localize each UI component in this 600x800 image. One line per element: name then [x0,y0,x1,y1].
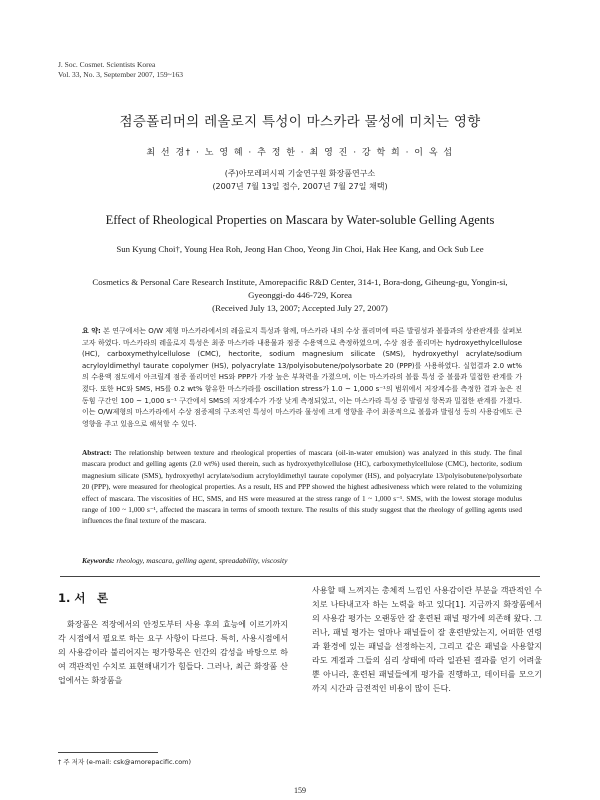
page-number: 159 [294,786,306,795]
korean-title: 점증폴리머의 레올로지 특성이 마스카라 물성에 미치는 영향 [119,114,481,130]
korean-authors: 최 선 경† · 노 영 혜 · 추 정 한 · 최 영 진 · 강 학 희 · 이 옥 섭 [146,148,454,158]
introduction-paragraph: 화장품은 적장에서의 안정도부터 사용 후의 효능에 이르기까지 각 시점에서 필요로 하는 요구 사항이 다르다. 특히, 사용시점에서의 사용감이라 불리어지는 평가항목은 인간의 감성을 바탕으로 하여 객관적인 수치로 표현해내기가 힘들다. 그러나, 최근 화장품 산업에서는 화장품을 [58,620,288,685]
english-title: Effect of Rheological Properties on Mascara by Water-soluble Gelling Agents [105,213,495,227]
corresponding-author-footnote: † 주 저자 (e-mail: csk@amorepacific.com) [58,758,192,766]
english-affiliation-line2: Gyeonggi-do 446-729, Korea [248,290,352,300]
english-received-date: (Received July 13, 2007; Accepted July 27, 2007) [212,303,388,313]
english-abstract [82,447,522,527]
keywords-label: Keywords: [82,556,115,565]
section-divider [60,576,540,577]
korean-affiliation [0,167,600,193]
section-heading-introduction: 1. 서 론 [58,591,109,605]
english-affiliation-line1: Cosmetics & Personal Care Research Institute, Amorepacific R&D Center, 314-1, Bora-dong, Giheung-gu, Yongin-si, [92,277,508,287]
left-column [58,590,288,688]
english-affiliation [50,276,550,315]
journal-header [58,60,183,80]
right-column [312,584,542,696]
korean-affiliation-institute: (주)아모레퍼시픽 기술연구원 화장품연구소 [224,169,376,178]
journal-volume: Vol. 33, No. 3, September 2007, 159~163 [58,70,183,79]
korean-abstract-label: 요 약: [82,327,101,335]
footnote-divider [58,752,158,753]
right-column-paragraph: 사용할 때 느껴지는 총체적 느낌인 사용감이란 부분을 객관적인 수치로 나타내고자 하는 노력을 하고 있다[1]. 지금까지 화장품에서의 사용감 평가는 오랜동안 잘 훈련된 패널 평가에 의존해 왔다. 그러나, 패널 평가는 얼마나 패널들이 잘 훈련받았는지, 어떠한 연령과 환경에 있는 패널을 선정하는지, 그리고 같은 패널을 사용할지라도 계절과 그들의 심리 상태에 따라 일관된 결과를 얻기 어려울 뿐 아니라, 훈련된 패널들에게 평가를 진행하고, 데이터를 모으기까지 시간과 금전적인 비용이 많이 든다. [312,586,542,693]
english-authors: Sun Kyung Choi†, Young Hea Roh, Jeong Han Choo, Yeong Jin Choi, Hak Hee Kang, and Ock Sub Lee [116,244,484,254]
korean-received-date: (2007년 7월 13일 접수, 2007년 7월 27일 채택) [212,182,388,191]
korean-abstract-text: 본 연구에서는 O/W 제형 마스카라에서의 레올로지 특성과 함께, 마스카라 내의 수상 폴리머에 따른 발림성과 볼륨과의 상관관계를 살펴보고자 하였다. 마스카라의 레올로지 특성은 최종 마스카라 내용물과 점증 수용액으로 측정하였으며, 수상 점증 폴리머는 hydroxyethylcellulose (HC), carboxymethylcellulose (CMC), hectorite, sodium magnesium silicate (SMS), hydroxyethyl acrylate/sodium acryloyldimethyl taurate copolymer (HS), polyacrylate 13/polyisobutene/polysorbate 20 (PPP)를 사용하였다. 실험결과 2.0 wt%의 수용액 점도에서 아크릴계 점증 폴리머인 HS와 PPP가 가장 높은 부착력을 가졌으며, 이는 마스카라의 볼륨 특성 중 볼륨과 밀접한 관계를 가졌다. 또한 HC와 SMS, HS를 0.2 wt% 함유한 마스카라를 oscillation stress가 1.0 ~ 1,000 s⁻¹의 범위에서 저장계수를 측정한 결과 높은 진동힘 구간인 100 ~ 1,000 s⁻¹ 구간에서 SMS의 저장계수가 가장 낮게 측정되었고, 이는 마스카라 특성 중 발림성 항목과 밀접한 관계를 가졌다. 이는 O/W제형의 마스카라에서 수상 점증제의 구조적인 특성이 마스카라 물성에 크게 영향을 주어 최종적으로 볼륨과 발림성 등의 사용감에도 큰 영향을 주고 있음으로 해석할 수 있다. [82,327,523,428]
english-abstract-text: The relationship between texture and rheological properties of mascara (oil-in-water emulsion) was analyzed in this study. The final mascara product and gelling agents (2.0 wt%) used therein, such as hydroxyethylcellulose (HC), carboxymethylcellulose (CMC), hectorite, sodium magnesium silicate (SMS), hydroxyethyl acrylate/sodium acryloyldimethyl taurate copolymer (HS), and polyacrylate 13/polyisobutene/polysorbate 20 (PPP), were measured for rheological properties. As a result, HS and PPP showed the highest adhesiveness which were related to the volumizing effect of mascara. The viscosities of HC, SMS, and HS were measured at the stress range of 1 ~ 1,000 s⁻¹. SMS, with the lowest storage modulus range of 100 ~ 1,000 s⁻¹, affected the mascara in terms of smooth texture. The results of this study suggest that the rheology of gelling agents used influences the final texture of the mascara. [82,448,522,526]
journal-name: J. Soc. Cosmet. Scientists Korea [58,60,156,69]
keywords-text: rheology, mascara, gelling agent, spreadability, viscosity [116,556,288,565]
korean-abstract [82,326,522,430]
english-abstract-label: Abstract: [82,448,112,457]
keywords [82,556,522,565]
